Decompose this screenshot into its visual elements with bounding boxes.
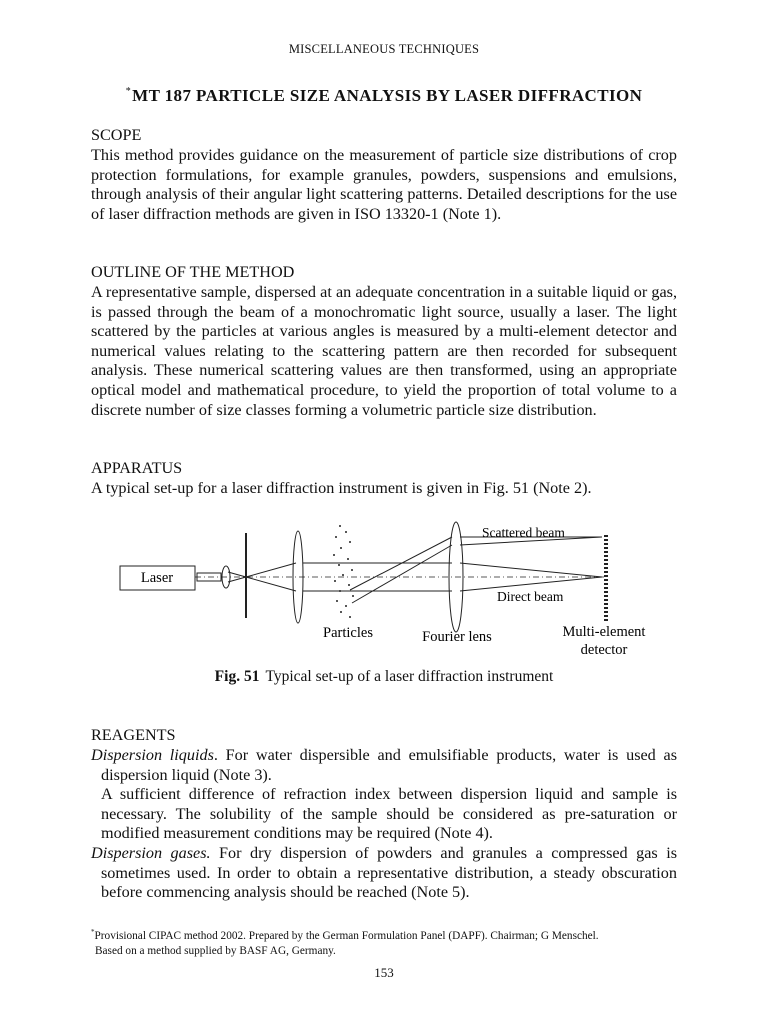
footnote-line2: Based on a method supplied by BASF AG, Germany. (95, 944, 336, 957)
footnote-line1 (91, 925, 691, 944)
scope-paragraph: This method provides guidance on the measurement of particle size distributions of crop protection formulations, for example granules, powders, suspensions and emulsions, through analysis of their angular light scattering patterns. Detailed descriptions for the use of laser diffraction methods are given in ISO 13320-1 (Note 1). (91, 146, 677, 223)
outline-section (91, 283, 677, 420)
dispersion-gases-text: For dry dispersion of powders and granules a compressed gas is sometimes used. In order to obtain a representative distribution, a steady obscuration before commencing analysis should be reached (Note 5). (101, 843, 677, 902)
laser-diffraction-figure (0, 515, 768, 665)
title-text: MT 187 PARTICLE SIZE ANALYSIS BY LASER DIFFRACTION (132, 86, 643, 105)
figure-caption-label: Fig. 51 (214, 668, 260, 685)
running-header: MISCELLANEOUS TECHNIQUES (288, 42, 480, 56)
scattered-beam-label: Scattered beam (482, 525, 565, 540)
footnote-marker: * (91, 928, 95, 936)
outline-paragraph: A representative sample, dispersed at an adequate concentration in a suitable liquid or gas, is passed through the beam of a monochromatic light source, usually a laser. The light scattered by the particles at various angles is measured by a multi-element detector and numerical values relating to the scattering pattern are then recorded for subsequent analysis. These numerical scattering values are then transformed, using an appropriate optical model and mathematical procedure, to yield the proportion of total volume to a discrete number of size classes forming a volumetric particle size distribution. (91, 283, 677, 419)
title-footnote-marker: * (125, 86, 132, 98)
figure-caption (0, 668, 768, 686)
apparatus-heading: APPARATUS (91, 459, 183, 477)
outline-heading: OUTLINE OF THE METHOD (91, 263, 295, 281)
detector-label-line1: Multi-element (562, 624, 646, 640)
refraction-index-paragraph: A sufficient difference of refraction index between dispersion liquid and sample is necessary. The solubility of the sample should be considered as pre-saturation or modified measurement conditions may be required (Note 4). (101, 785, 677, 843)
fourier-lens-label: Fourier lens (422, 629, 492, 645)
apparatus-section (91, 479, 677, 499)
footnote-text-1: Provisional CIPAC method 2002. Prepared by the German Formulation Panel (DAPF). Chairman; G Menschel. (94, 929, 599, 942)
direct-beam-label: Direct beam (497, 589, 564, 604)
apparatus-paragraph: A typical set-up for a laser diffraction instrument is given in Fig. 51 (Note 2). (91, 479, 592, 497)
dispersion-gases-term: Dispersion gases. (91, 843, 211, 862)
method-title (0, 86, 768, 106)
scope-heading: SCOPE (91, 126, 142, 144)
reagents-heading: REAGENTS (91, 726, 176, 744)
dispersion-liquids-paragraph (91, 746, 677, 785)
scope-section (91, 146, 677, 224)
reagents-section (91, 746, 677, 903)
dispersion-liquids-term: Dispersion liquids (91, 746, 214, 764)
figure-caption-text: Typical set-up of a laser diffraction instrument (265, 668, 554, 685)
page-number: 153 (374, 965, 394, 980)
dispersion-gases-paragraph (91, 844, 677, 903)
dispersion-liquids-text: . For water dispersible and emulsifiable products, water is used as dispersion liquid (Note 3). (101, 746, 677, 784)
detector-label-line2: detector (580, 642, 628, 658)
laser-label: Laser (140, 570, 174, 586)
particles-label: Particles (323, 625, 373, 641)
footnote (91, 925, 691, 959)
particles-cloud (333, 525, 354, 618)
